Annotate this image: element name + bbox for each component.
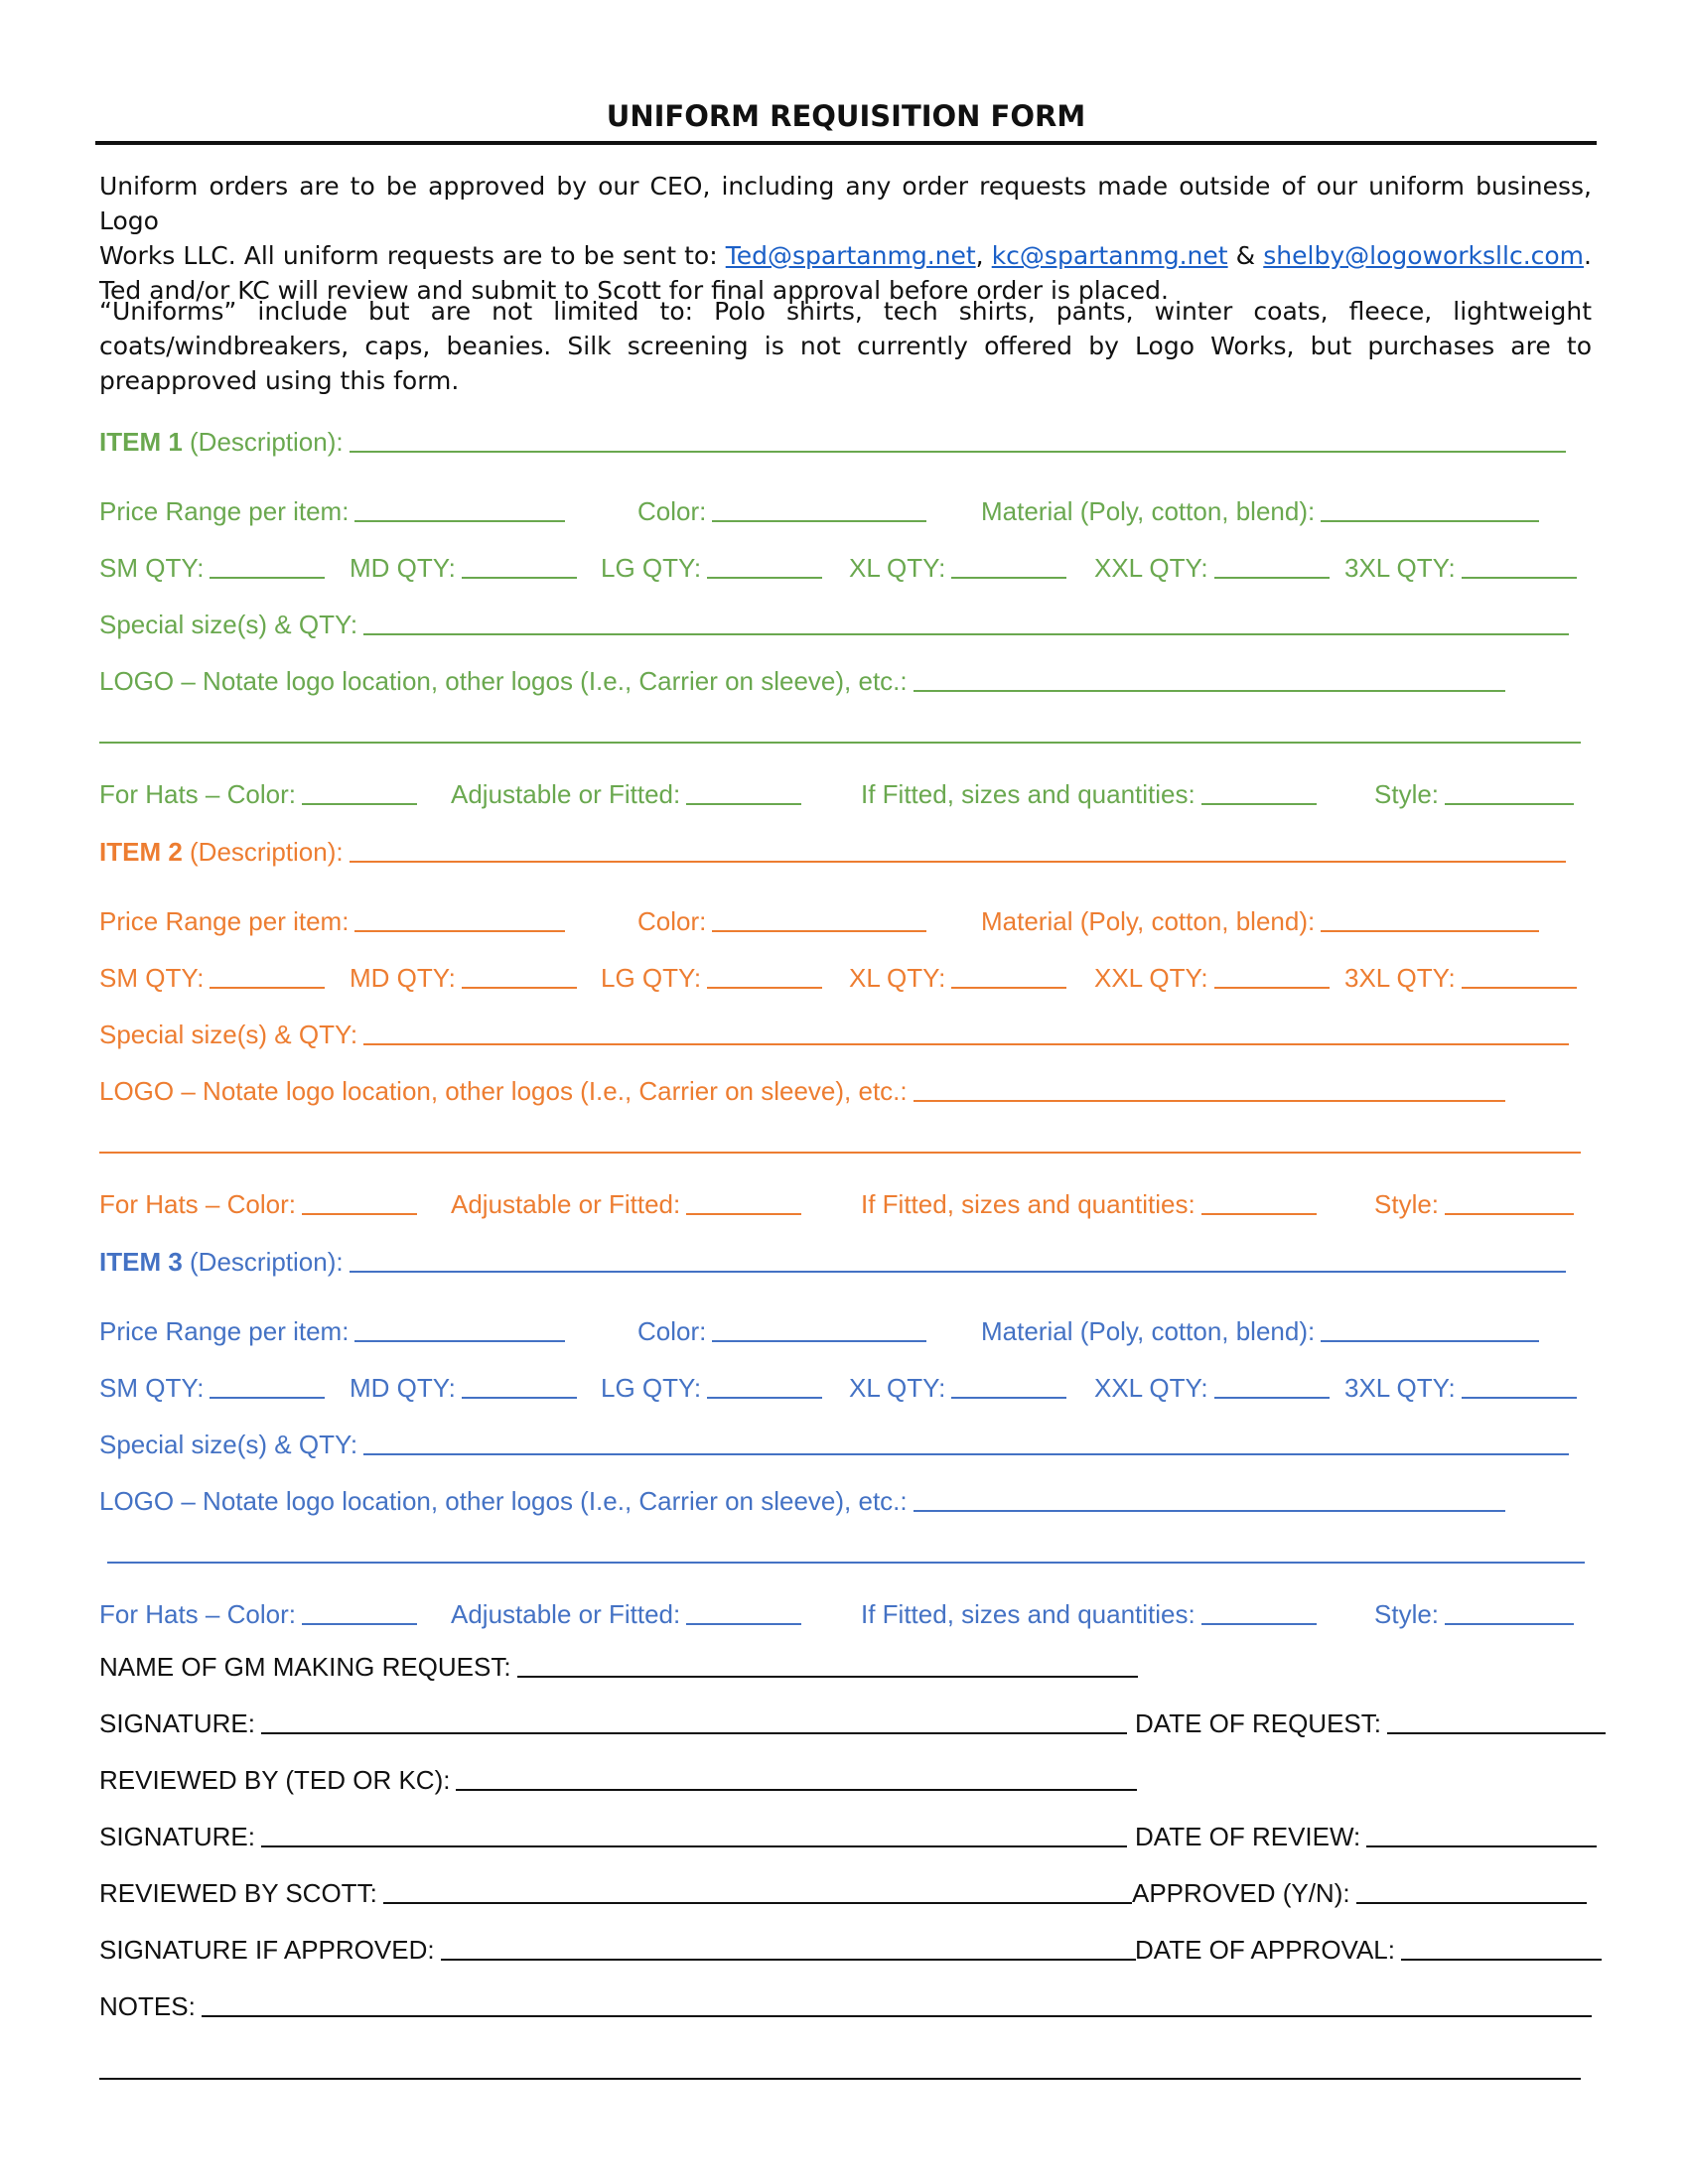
item-2-lg-qty-field[interactable] (707, 987, 822, 989)
item-2-fitted-sizes-label: If Fitted, sizes and quantities: (861, 1189, 1196, 1219)
item-2-lg-qty-label: LG QTY: (601, 963, 702, 993)
item-1-color-field[interactable] (712, 520, 926, 522)
reviewed-by-label: REVIEWED BY (TED OR KC): (99, 1765, 451, 1795)
item-1-price-label: Price Range per item: (99, 496, 350, 526)
email-link-ted[interactable]: Ted@spartanmg.net (725, 241, 976, 270)
item-1-hats-row (99, 774, 1599, 814)
intro-line-3: Ted and/or KC will review and submit to Scott for final approval before order is placed. (99, 276, 1169, 305)
item-2-xl-qty-label: XL QTY: (849, 963, 946, 993)
item-2-sm-qty-field[interactable] (210, 987, 325, 989)
signature-review-label: SIGNATURE: (99, 1822, 255, 1851)
item-3-style-field[interactable] (1445, 1623, 1574, 1625)
item-3-description-row (99, 1242, 1599, 1282)
item-1-lg-qty-label: LG QTY: (601, 553, 702, 583)
reviewed-by-field[interactable] (456, 1789, 1137, 1791)
item-1-fitted-sizes-label: If Fitted, sizes and quantities: (861, 779, 1196, 809)
item-3-logo-label: LOGO – Notate logo location, other logos (I.e., Carrier on sleeve), etc.: (99, 1486, 908, 1516)
email-link-shelby[interactable]: shelby@logoworksllc.com (1263, 241, 1585, 270)
item-2-xxl-qty-label: XXL QTY: (1094, 963, 1208, 993)
item-2-sm-qty-label: SM QTY: (99, 963, 205, 993)
item-1-3xl-qty-field[interactable] (1462, 577, 1577, 579)
item-2-label: ITEM 2 (99, 837, 183, 867)
intro-line-2: Works LLC. All uniform requests are to be sent to: Ted@spartanmg.net, kc@spartanmg.net & shelby@logoworksllc.com. (99, 241, 1592, 270)
item-2-material-label: Material (Poly, cotton, blend): (981, 906, 1316, 936)
item-3-adjustable-field[interactable] (686, 1623, 801, 1625)
item-2-special-label: Special size(s) & QTY: (99, 1020, 358, 1049)
item-2-color-field[interactable] (712, 930, 926, 932)
item-3-sm-qty-label: SM QTY: (99, 1373, 205, 1403)
item-2-logo-row (99, 1071, 1599, 1111)
approved-label: APPROVED (Y/N): (1132, 1878, 1350, 1908)
date-request-field[interactable] (1387, 1732, 1606, 1734)
item-1-md-qty-field[interactable] (462, 577, 577, 579)
item-1-description-field[interactable] (350, 451, 1566, 453)
item-1-xxl-qty-label: XXL QTY: (1094, 553, 1208, 583)
item-3-sm-qty-field[interactable] (210, 1397, 325, 1399)
item-3-description-field[interactable] (350, 1271, 1566, 1273)
item-2-price-label: Price Range per item: (99, 906, 350, 936)
item-3-qty-row (99, 1368, 1599, 1408)
item-3-material-label: Material (Poly, cotton, blend): (981, 1316, 1316, 1346)
item-3-3xl-qty-field[interactable] (1462, 1397, 1577, 1399)
item-1-color-label: Color: (637, 496, 707, 526)
item-1-adjustable-label: Adjustable or Fitted: (451, 779, 681, 809)
item-3-xxl-qty-label: XXL QTY: (1094, 1373, 1208, 1403)
item-2-price-field[interactable] (354, 930, 565, 932)
item-3-color-field[interactable] (712, 1340, 926, 1342)
gm-name-label: NAME OF GM MAKING REQUEST: (99, 1652, 511, 1682)
date-review-field[interactable] (1366, 1845, 1597, 1847)
item-2-adjustable-label: Adjustable or Fitted: (451, 1189, 681, 1219)
item-2-hats-color-label: For Hats – Color: (99, 1189, 296, 1219)
signature-request-row (99, 1704, 1599, 1743)
item-2-3xl-qty-field[interactable] (1462, 987, 1577, 989)
item-2-special-field[interactable] (363, 1043, 1569, 1045)
title-divider (95, 141, 1597, 145)
item-3-logo-field[interactable] (914, 1510, 1505, 1512)
date-review-label: DATE OF REVIEW: (1135, 1822, 1361, 1851)
uniforms-line-3: preapproved using this form. (99, 366, 460, 395)
notes-label: NOTES: (99, 1991, 196, 2021)
item-3-special-label: Special size(s) & QTY: (99, 1430, 358, 1459)
notes-extra-line[interactable] (99, 2078, 1581, 2080)
item-3-price-label: Price Range per item: (99, 1316, 350, 1346)
item-1-special-field[interactable] (363, 633, 1569, 635)
signature-review-row (99, 1817, 1599, 1856)
item-1-logo-row (99, 661, 1599, 701)
item-2-md-qty-label: MD QTY: (350, 963, 456, 993)
item-2-style-field[interactable] (1445, 1213, 1574, 1215)
item-1-style-field[interactable] (1445, 803, 1574, 805)
item-1-xl-qty-label: XL QTY: (849, 553, 946, 583)
item-2-fitted-sizes-field[interactable] (1201, 1213, 1317, 1215)
item-3-special-row (99, 1425, 1599, 1464)
item-2-special-row (99, 1015, 1599, 1054)
item-3-xxl-qty-field[interactable] (1214, 1397, 1330, 1399)
item-1-special-label: Special size(s) & QTY: (99, 610, 358, 639)
item-3-logo-extra-line[interactable] (107, 1562, 1585, 1564)
uniforms-line-1: “Uniforms” include but are not limited to: Polo shirts, tech shirts, pants, winter coats, fleece, lightweight (99, 297, 1592, 326)
intro-paragraph (99, 169, 1592, 308)
approved-field[interactable] (1356, 1902, 1587, 1904)
reviewed-scott-field[interactable] (383, 1902, 1132, 1904)
item-2-xxl-qty-field[interactable] (1214, 987, 1330, 989)
item-3-xl-qty-label: XL QTY: (849, 1373, 946, 1403)
item-1-price-row (99, 491, 1599, 531)
item-1-qty-row (99, 548, 1599, 588)
item-3-label: ITEM 3 (99, 1247, 183, 1277)
item-2-description-row (99, 832, 1599, 872)
item-3-3xl-qty-label: 3XL QTY: (1344, 1373, 1456, 1403)
date-approval-label: DATE OF APPROVAL: (1135, 1935, 1395, 1965)
item-1-xl-qty-field[interactable] (951, 577, 1066, 579)
date-request-label: DATE OF REQUEST: (1135, 1708, 1381, 1738)
item-1-hats-color-field[interactable] (302, 803, 417, 805)
item-1-material-field[interactable] (1321, 520, 1539, 522)
item-2-md-qty-field[interactable] (462, 987, 577, 989)
item-1-logo-label: LOGO – Notate logo location, other logos (I.e., Carrier on sleeve), etc.: (99, 666, 908, 696)
item-2-style-label: Style: (1374, 1189, 1440, 1219)
item-3-price-field[interactable] (354, 1340, 565, 1342)
item-1-description-label: (Description): (182, 427, 344, 457)
item-3-hats-row (99, 1594, 1599, 1634)
item-2-price-row (99, 901, 1599, 941)
notes-field[interactable] (202, 2015, 1592, 2017)
item-1-special-row (99, 605, 1599, 644)
signature-approved-field[interactable] (441, 1959, 1136, 1961)
item-2-description-label: (Description): (182, 837, 344, 867)
item-2-adjustable-field[interactable] (686, 1213, 801, 1215)
notes-row (99, 1986, 1599, 2026)
item-1-style-label: Style: (1374, 779, 1440, 809)
item-3-hats-color-field[interactable] (302, 1623, 417, 1625)
item-3-hats-color-label: For Hats – Color: (99, 1599, 296, 1629)
item-1-fitted-sizes-field[interactable] (1201, 803, 1317, 805)
item-3-fitted-sizes-field[interactable] (1201, 1623, 1317, 1625)
intro-line-1: Uniform orders are to be approved by our CEO, including any order requests made outside of our uniform business, Logo (99, 172, 1592, 235)
item-3-md-qty-field[interactable] (462, 1397, 577, 1399)
item-3-color-label: Color: (637, 1316, 707, 1346)
item-3-special-field[interactable] (363, 1453, 1569, 1455)
gm-name-row (99, 1647, 1599, 1687)
item-3-md-qty-label: MD QTY: (350, 1373, 456, 1403)
item-1-xxl-qty-field[interactable] (1214, 577, 1330, 579)
signature-approved-label: SIGNATURE IF APPROVED: (99, 1935, 435, 1965)
item-3-price-row (99, 1311, 1599, 1351)
item-2-3xl-qty-label: 3XL QTY: (1344, 963, 1456, 993)
item-2-xl-qty-field[interactable] (951, 987, 1066, 989)
item-3-logo-row (99, 1481, 1599, 1521)
item-2-logo-label: LOGO – Notate logo location, other logos (I.e., Carrier on sleeve), etc.: (99, 1076, 908, 1106)
item-1-hats-color-label: For Hats – Color: (99, 779, 296, 809)
item-3-adjustable-label: Adjustable or Fitted: (451, 1599, 681, 1629)
item-1-description-row (99, 422, 1599, 462)
item-1-material-label: Material (Poly, cotton, blend): (981, 496, 1316, 526)
item-3-lg-qty-label: LG QTY: (601, 1373, 702, 1403)
item-2-logo-extra-line[interactable] (99, 1152, 1581, 1154)
email-link-kc[interactable]: kc@spartanmg.net (991, 241, 1228, 270)
item-3-material-field[interactable] (1321, 1340, 1539, 1342)
item-2-logo-field[interactable] (914, 1100, 1505, 1102)
item-2-description-field[interactable] (350, 861, 1566, 863)
item-1-price-field[interactable] (354, 520, 565, 522)
signature-approved-row (99, 1930, 1599, 1970)
signature-label: SIGNATURE: (99, 1708, 255, 1738)
date-approval-field[interactable] (1401, 1959, 1602, 1961)
item-2-color-label: Color: (637, 906, 707, 936)
item-2-qty-row (99, 958, 1599, 998)
item-3-xl-qty-field[interactable] (951, 1397, 1066, 1399)
item-1-sm-qty-field[interactable] (210, 577, 325, 579)
signature-field[interactable] (261, 1732, 1127, 1734)
signature-review-field[interactable] (261, 1845, 1127, 1847)
item-3-fitted-sizes-label: If Fitted, sizes and quantities: (861, 1599, 1196, 1629)
item-1-3xl-qty-label: 3XL QTY: (1344, 553, 1456, 583)
gm-name-field[interactable] (517, 1676, 1138, 1678)
item-2-hats-color-field[interactable] (302, 1213, 417, 1215)
reviewed-scott-label: REVIEWED BY SCOTT: (99, 1878, 377, 1908)
uniforms-line-2: coats/windbreakers, caps, beanies. Silk screening is not currently offered by Logo Works, but purchases are to (99, 332, 1592, 360)
item-3-style-label: Style: (1374, 1599, 1440, 1629)
item-1-sm-qty-label: SM QTY: (99, 553, 205, 583)
uniforms-paragraph (99, 294, 1592, 398)
item-1-logo-extra-line[interactable] (99, 742, 1581, 744)
item-2-hats-row (99, 1184, 1599, 1224)
item-3-lg-qty-field[interactable] (707, 1397, 822, 1399)
item-1-adjustable-field[interactable] (686, 803, 801, 805)
form-title: UNIFORM REQUISITION FORM (606, 99, 1086, 133)
item-2-material-field[interactable] (1321, 930, 1539, 932)
reviewed-by-row (99, 1760, 1599, 1800)
reviewed-scott-row (99, 1873, 1599, 1913)
item-1-logo-field[interactable] (914, 690, 1505, 692)
item-1-label: ITEM 1 (99, 427, 183, 457)
item-1-md-qty-label: MD QTY: (350, 553, 456, 583)
item-1-lg-qty-field[interactable] (707, 577, 822, 579)
item-3-description-label: (Description): (182, 1247, 344, 1277)
